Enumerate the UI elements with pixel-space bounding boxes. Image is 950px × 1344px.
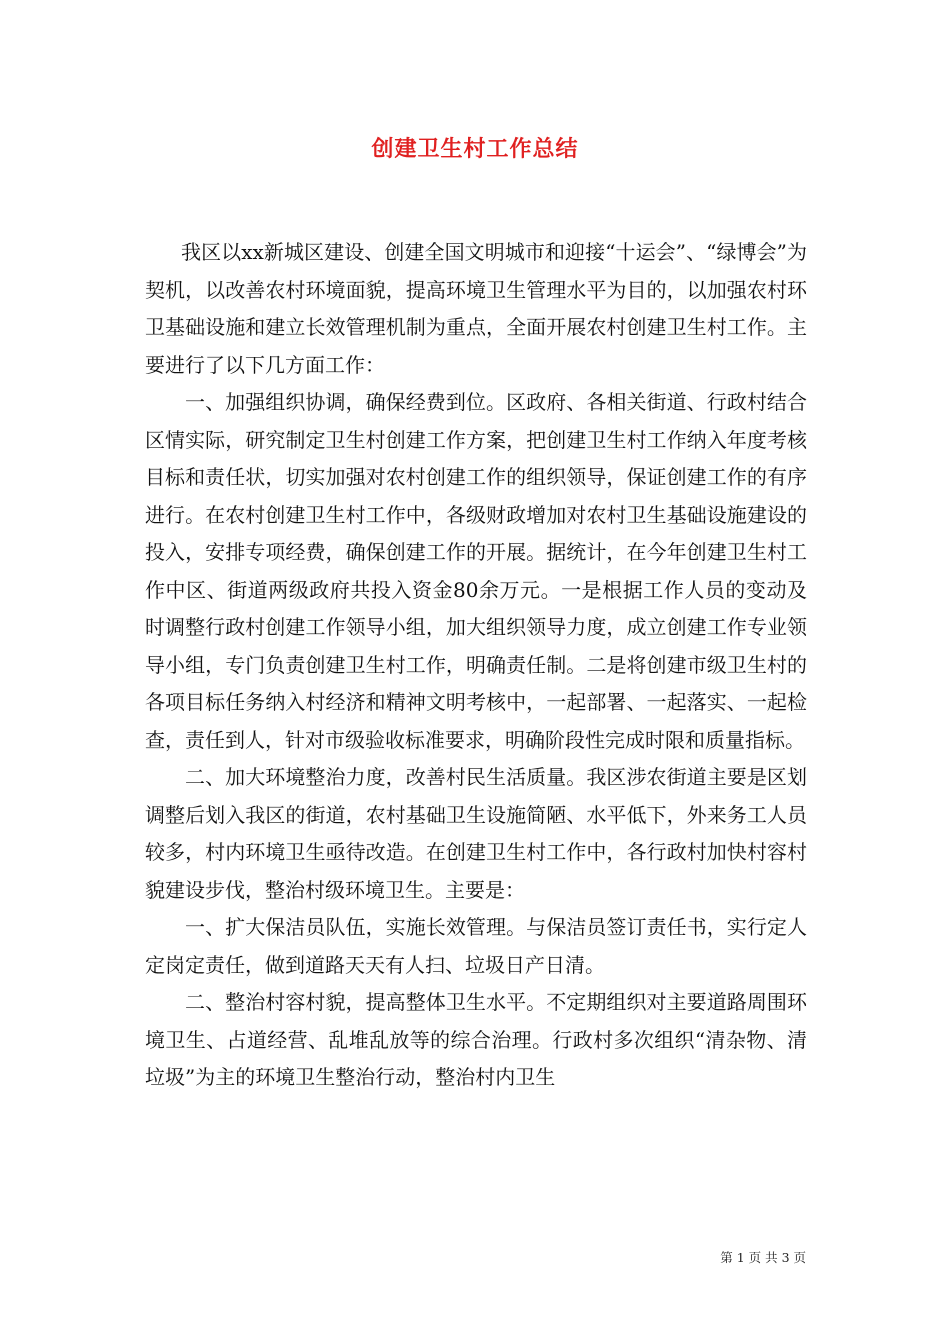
section-two-paragraph: 二、加大环境整治力度，改善村民生活质量。我区涉农街道主要是区划调整后划入我区的街道，农村基础卫生设施简陋、水平低下，外来务工人员较多，村内环境卫生亟待改造。在创建卫生村工作中，各行政村加快村容村貌建设步伐，整治村级环境卫生。主要是：: [145, 765, 807, 902]
sub-item-one-paragraph: 一、扩大保洁员队伍，实施长效管理。与保洁员签订责任书，实行定人定岗定责任，做到道路天天有人扫、垃圾日产日清。: [145, 915, 807, 977]
page-number: 第 1 页 共 3 页: [720, 1250, 806, 1265]
sub-item-two-paragraph: 二、整治村容村貌，提高整体卫生水平。不定期组织对主要道路周围环境卫生、占道经营、乱堆乱放等的综合治理。行政村多次组织“清杂物、清垃圾”为主的环境卫生整治行动，整治村内卫生: [145, 990, 807, 1089]
section-one-paragraph: 一、加强组织协调，确保经费到位。区政府、各相关街道、行政村结合区情实际，研究制定卫生村创建工作方案，把创建卫生村工作纳入年度考核目标和责任状，切实加强对农村创建工作的组织领导，保证创建工作的有序进行。在农村创建卫生村工作中，各级财政增加对农村卫生基础设施建设的投入，安排专项经费，确保创建工作的开展。据统计，在今年创建卫生村工作中区、街道两级政府共投入资金80余万元。一是根据工作人员的变动及时调整行政村创建工作领导小组，加大组织领导力度，成立创建工作专业领导小组，专门负责创建卫生村工作，明确责任制。二是将创建市级卫生村的各项目标任务纳入村经济和精神文明考核中，一起部署、一起落实、一起检查，责任到人，针对市级验收标准要求，明确阶段性完成时限和质量指标。: [145, 390, 807, 752]
intro-paragraph: 我区以xx新城区建设、创建全国文明城市和迎接“十运会”、“绿博会”为契机，以改善农村环境面貌，提高环境卫生管理水平为目的，以加强农村环卫基础设施和建立长效管理机制为重点，全面开展农村创建卫生村工作。主要进行了以下几方面工作：: [145, 240, 807, 377]
document-title: 创建卫生村工作总结: [371, 136, 579, 162]
document-body: [145, 234, 807, 1097]
